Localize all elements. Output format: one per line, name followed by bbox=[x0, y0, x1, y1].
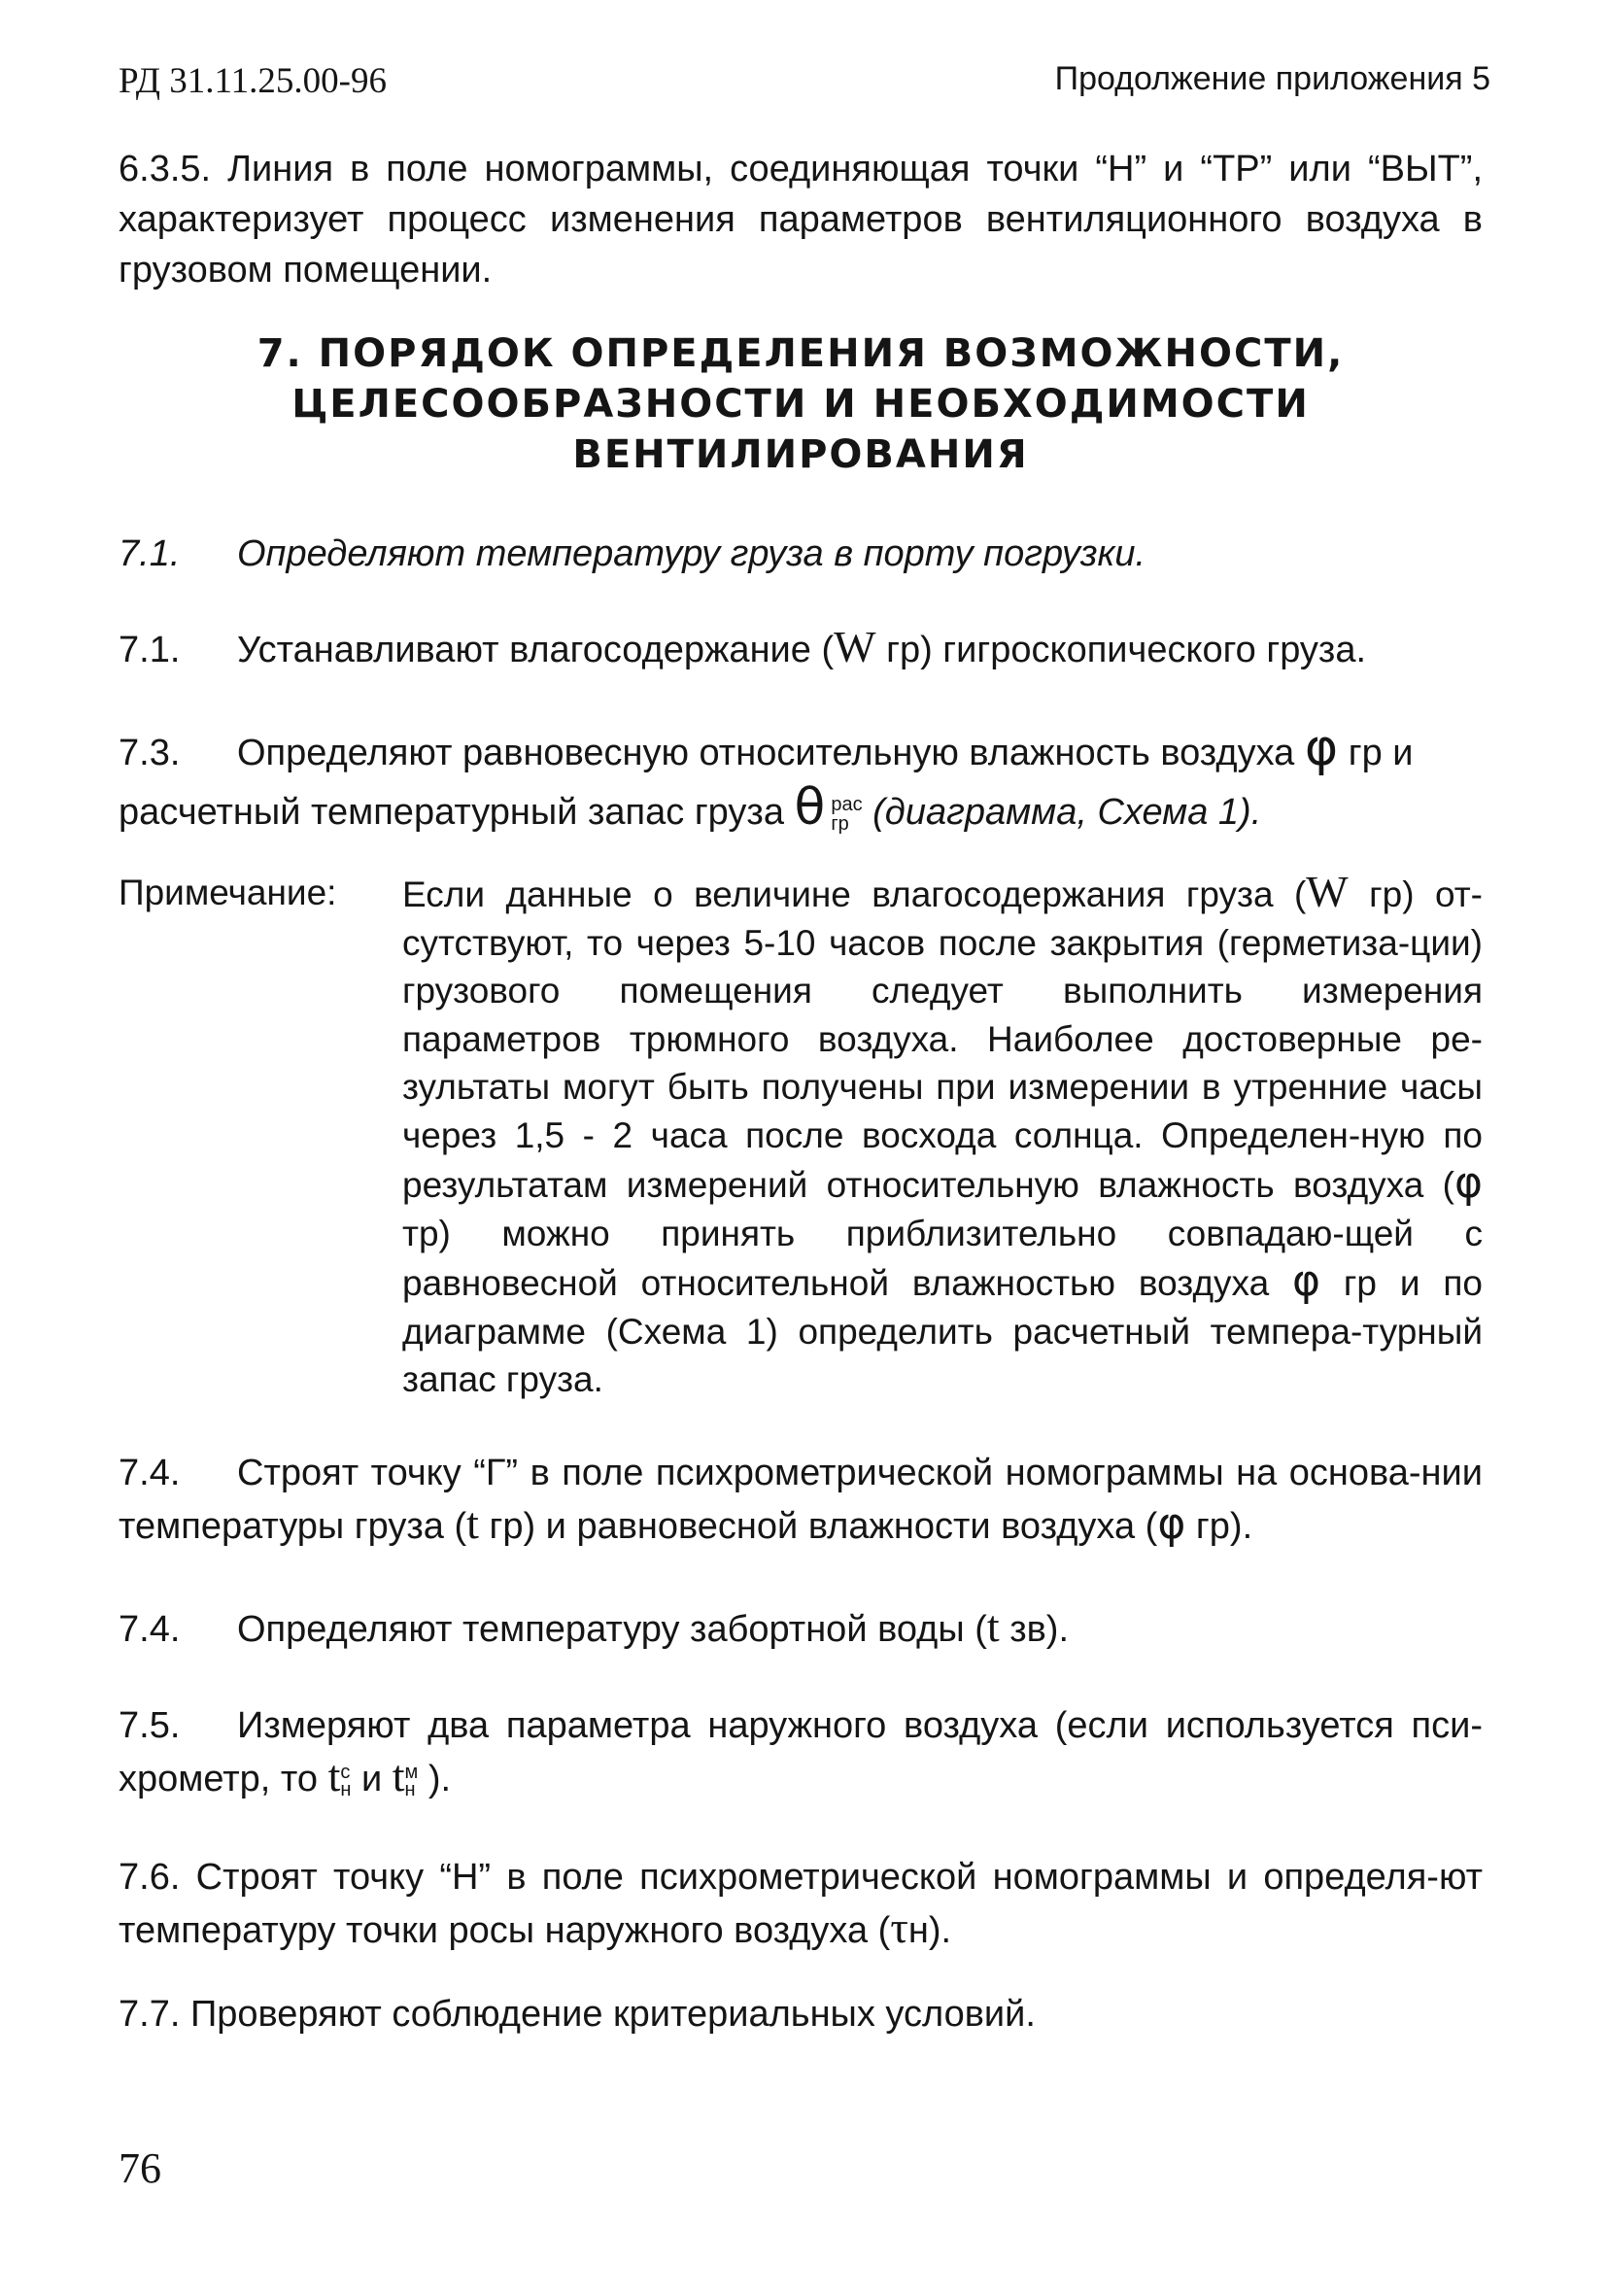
paragraph-number: 6.3.5. bbox=[119, 149, 212, 189]
note-text-2: гр) от-сутствуют, то через 5-10 часов после закрытия (герметиза-ции) грузового помещения следует выполнить измерения параметров трюмного воздуха. Наиболее достоверные ре-зультаты могут быть получены при измерении в утренние часы через 1,5 - 2 часа после восхода солнца. Определен-ную по результатам измерений относительную влажность воздуха ( bbox=[402, 874, 1483, 1205]
item-7-4-a bbox=[119, 1448, 1483, 1552]
item-7-4-b bbox=[119, 1601, 1483, 1655]
superscript: с bbox=[340, 1761, 351, 1783]
page-number: 76 bbox=[119, 2144, 161, 2192]
note-text-3: тр) можно принять приблизительно совпадаю-щей с равновесной относительной влажностью воздуха bbox=[402, 1213, 1483, 1303]
item-7-5 bbox=[119, 1700, 1483, 1804]
item-7-1-b bbox=[119, 622, 1483, 675]
moisture-symbol: W bbox=[834, 622, 876, 671]
item-text: Определяют температуру забортной воды ( bbox=[237, 1609, 987, 1650]
item-7-6 bbox=[119, 1852, 1483, 1956]
note-label: Примечание: bbox=[119, 873, 337, 912]
moisture-symbol: W bbox=[1306, 867, 1349, 916]
dry-bulb-indices bbox=[340, 1761, 352, 1800]
phi-symbol: φ bbox=[1453, 1158, 1483, 1208]
note-body bbox=[402, 868, 1483, 1404]
item-text-mid: гр) и равновесной влажности воздуха ( bbox=[478, 1506, 1158, 1547]
phi-symbol: φ bbox=[1304, 719, 1339, 777]
note-text-1: Если данные о величине влагосодержания груза ( bbox=[402, 874, 1307, 914]
item-text: Определяют температуру груза в порту погрузки. bbox=[237, 533, 1146, 574]
item-7-1-a bbox=[119, 529, 1483, 579]
item-text: Устанавливают влагосодержание ( bbox=[237, 630, 835, 670]
paragraph-text: Линия в поле номограммы, соединяющая точки “Н” и “ТР” или “ВЫТ”, характеризует процесс изменения параметров вентиляционного воздуха в грузовом помещении. bbox=[119, 149, 1484, 291]
item-text: Строят точку “Г” в поле психрометрической номограммы на основа-нии температуры груза ( bbox=[119, 1453, 1483, 1547]
item-number: 7.6. bbox=[119, 1857, 181, 1898]
item-number: 7.1. bbox=[119, 630, 181, 670]
temperature-symbol: t bbox=[986, 1601, 1000, 1651]
item-text-mid: гр и расчетный температурный запас груза bbox=[119, 733, 1414, 833]
item-number: 7.4. bbox=[119, 1453, 181, 1493]
subscript: н bbox=[340, 1778, 352, 1800]
section-heading bbox=[119, 328, 1483, 480]
item-text-tail: зв). bbox=[999, 1609, 1070, 1650]
section-heading-line-3: ВЕНТИЛИРОВАНИЯ bbox=[572, 432, 1029, 477]
wet-bulb-temperature-symbol: t bbox=[392, 1751, 405, 1800]
phi-symbol: φ bbox=[1157, 1499, 1186, 1549]
dew-point-symbol: τ bbox=[890, 1902, 908, 1952]
item-number: 7.5. bbox=[119, 1705, 181, 1746]
temperature-symbol: t bbox=[466, 1498, 479, 1548]
paragraph-6-3-5 bbox=[119, 144, 1483, 295]
subscript: н bbox=[404, 1778, 416, 1800]
item-number: 7.7. bbox=[119, 1994, 181, 2035]
theta-superscript: рас bbox=[831, 793, 863, 815]
item-text-tail: (диаграмма, Схема 1). bbox=[872, 792, 1262, 833]
item-number: 7.4. bbox=[119, 1609, 181, 1650]
theta-subscript: гр bbox=[831, 812, 849, 835]
conjunction: и bbox=[351, 1759, 393, 1799]
item-number: 7.3. bbox=[119, 733, 181, 773]
item-text-tail: гр) гигроскопического груза. bbox=[875, 630, 1367, 670]
section-heading-line-1: 7. ПОРЯДОК ОПРЕДЕЛЕНИЯ ВОЗМОЖНОСТИ, bbox=[256, 331, 1345, 376]
item-7-3 bbox=[119, 721, 1483, 840]
section-heading-line-2: ЦЕЛЕСООБРАЗНОСТИ И НЕОБХОДИМОСТИ bbox=[291, 382, 1310, 427]
item-text-tail: ). bbox=[418, 1759, 452, 1799]
dry-bulb-temperature-symbol: t bbox=[327, 1751, 341, 1800]
wet-bulb-indices bbox=[404, 1761, 419, 1800]
item-text: Проверяют соблюдение критериальных условий. bbox=[189, 1994, 1036, 2035]
item-text-tail: гр). bbox=[1185, 1506, 1253, 1547]
theta-indices bbox=[831, 795, 862, 834]
superscript: м bbox=[404, 1761, 419, 1783]
phi-symbol: φ bbox=[1292, 1256, 1321, 1306]
theta-symbol: θ bbox=[794, 778, 826, 837]
item-7-7 bbox=[119, 1989, 1483, 2039]
item-text-tail: н). bbox=[907, 1910, 952, 1951]
item-text: Строят точку “Н” в поле психрометрической номограммы и определя-ют температуру точки росы наружного воздуха ( bbox=[119, 1857, 1484, 1951]
document-code: РД 31.11.25.00-96 bbox=[119, 61, 387, 101]
item-text: Измеряют два параметра наружного воздуха (если используется пси-хрометр, то bbox=[119, 1705, 1483, 1799]
item-number: 7.1. bbox=[119, 533, 181, 574]
appendix-continuation: Продолжение приложения 5 bbox=[1054, 60, 1490, 97]
note-text-4: гр и по диаграмме (Схема 1) определить расчетный темпера-турный запас груза. bbox=[402, 1263, 1483, 1399]
item-text: Определяют равновесную относительную влажность воздуха bbox=[237, 733, 1295, 773]
